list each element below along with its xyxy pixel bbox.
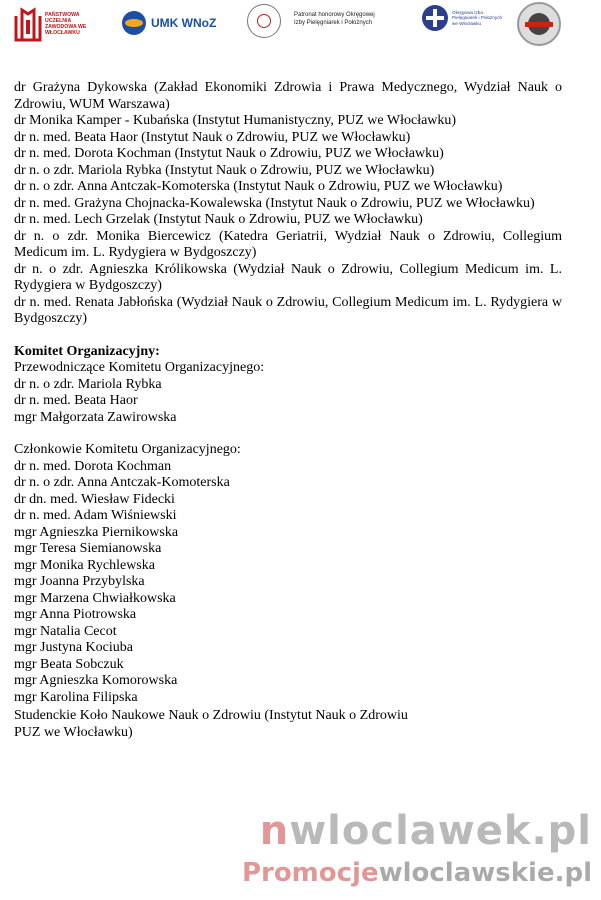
committee-member: dr n. o zdr. Monika Biercewicz (Katedra Geriatrii, Wydział Nauk o Zdrowiu, Collegium Medicum im. L. Rydygiera w Bydgoszczy) [14, 228, 562, 260]
chair-member: mgr Małgorzata Zawirowska [14, 409, 177, 425]
organizing-committee-heading: Komitet Organizacyjny: [14, 343, 160, 359]
organizing-member: mgr Joanna Przybylska [14, 574, 145, 589]
umk-emblem-icon [122, 11, 146, 35]
organizing-member: mgr Natalia Cecot [14, 623, 117, 639]
organizing-member: mgr Marzena Chwiałkowska [14, 590, 176, 606]
organizing-member: mgr Beata Sobczuk [14, 656, 124, 672]
puz-emblem-icon [14, 6, 42, 42]
chairs-label: Przewodniczące Komitetu Organizacyjnego: [14, 360, 265, 375]
committee-member: dr n. o zdr. Mariola Rybka (Instytut Nauk o Zdrowiu, PUZ we Włocławku) [14, 162, 435, 178]
umk-logo-text: UMK WNoZ [151, 16, 217, 30]
document-body [14, 80, 562, 741]
organizing-member: mgr Anna Piotrowska [14, 607, 137, 622]
chair-member: dr n. o zdr. Mariola Rybka [14, 376, 162, 392]
watermark-nwloclawek [236, 808, 592, 854]
chair-member: dr n. med. Beata Haor [14, 393, 138, 408]
committee-list [14, 80, 562, 328]
organizing-member: dr n. o zdr. Anna Antczak-Komoterska [14, 475, 230, 490]
organizing-member: dr n. med. Dorota Kochman [14, 458, 172, 474]
puz-logo-text: PAŃSTWOWA UCZELNIA ZAWODOWA WE WŁOCŁAWKU [45, 12, 87, 36]
watermark-accent: n [259, 808, 290, 854]
patronat-text: Patronat honorowy Okręgowej Izby Pielęgniarek i Położnych [294, 12, 375, 26]
committee-member: dr n. med. Lech Grzelak (Instytut Nauk o Zdrowiu, PUZ we Włocławku) [14, 212, 423, 227]
student-circle-line: PUZ we Włocławku) [14, 724, 133, 740]
organizing-member: mgr Monika Rychlewska [14, 557, 155, 573]
organizing-member: mgr Agnieszka Piernikowska [14, 524, 179, 540]
watermark-accent: Promocje [241, 858, 379, 888]
puz-logo [14, 6, 87, 42]
organizing-member: dr n. med. Adam Wiśniewski [14, 508, 177, 523]
watermark-promocje [236, 858, 592, 888]
cross-emblem-icon [422, 5, 448, 31]
patronat-seal-icon [247, 4, 281, 38]
committee-member: dr n. med. Renata Jabłońska (Wydział Nauk o Zdrowiu, Collegium Medicum im. L. Rydygiera w Bydgoszczy) [14, 294, 562, 326]
logo-header [0, 0, 601, 52]
watermark-rest: wloclawskie.pl [378, 858, 592, 888]
oipip-logo-text: Okręgowa Izba Pielęgniarek i Położnych we Włocławku [452, 9, 503, 26]
organizing-member: mgr Karolina Filipska [14, 689, 138, 705]
committee-member: dr n. o zdr. Agnieszka Królikowska (Wydział Nauk o Zdrowiu, Collegium Medicum im. L. Rydygiera w Bydgoszczy) [14, 261, 562, 293]
committee-member: dr n. med. Dorota Kochman (Instytut Nauk o Zdrowiu, PUZ we Włocławku) [14, 146, 444, 161]
organizing-member: mgr Teresa Siemianowska [14, 541, 162, 556]
committee-member: dr Monika Kamper - Kubańska (Instytut Humanistyczny, PUZ we Włocławku) [14, 113, 457, 128]
umk-logo [122, 11, 216, 35]
watermark-rest: wloclawek.pl [289, 808, 592, 854]
organizing-member: dr dn. med. Wiesław Fidecki [14, 491, 175, 507]
student-circle-line: Studenckie Koło Naukowe Nauk o Zdrowiu (Instytut Nauk o Zdrowiu [14, 708, 408, 723]
committee-member: dr n. med. Beata Haor (Instytut Nauk o Zdrowiu, PUZ we Włocławku) [14, 129, 411, 145]
society-seal-icon [517, 2, 561, 46]
committee-member: dr n. med. Grażyna Chojnacka-Kowalewska (Instytut Nauk o Zdrowiu, PUZ we Włocławku) [14, 195, 535, 211]
oipip-logo [422, 5, 506, 31]
committee-member: dr Grażyna Dykowska (Zakład Ekonomiki Zdrowia i Prawa Medycznego, Wydział Nauk o Zdrowiu, WUM Warszawa) [14, 80, 562, 112]
members-label: Członkowie Komitetu Organizacyjnego: [14, 442, 241, 457]
organizing-member: mgr Agnieszka Komorowska [14, 673, 178, 688]
organizing-member: mgr Justyna Kociuba [14, 640, 133, 655]
committee-member: dr n. o zdr. Anna Antczak-Komoterska (Instytut Nauk o Zdrowiu, PUZ we Włocławku) [14, 179, 503, 194]
